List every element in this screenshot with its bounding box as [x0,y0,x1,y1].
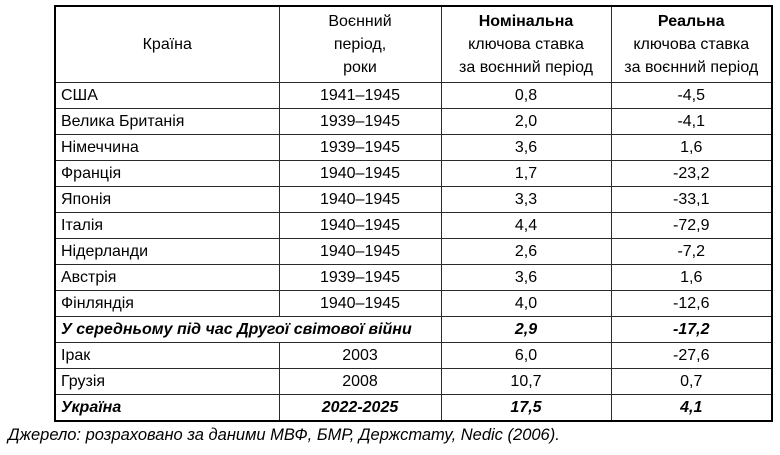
period-cell: 1941–1945 [279,83,441,109]
table-row [55,213,772,239]
col-header-real-line1: Реальна [657,13,725,30]
real-rate-cell: 0,7 [611,369,772,395]
period-cell: 2003 [279,343,441,369]
table-row [55,187,772,213]
col-header-real-rate [611,6,772,83]
table-row [55,291,772,317]
col-header-country [55,6,279,83]
country-cell: Нідерланди [55,239,279,265]
table-row [55,239,772,265]
source-note: Джерело: розраховано за даними МВФ, БМР, Держстату, Nedic (2006). [8,426,560,444]
period-cell: 2008 [279,369,441,395]
table-row [55,83,772,109]
period-cell: 2022-2025 [279,395,441,422]
col-header-period-line2: період, [333,36,387,53]
header-row [55,6,772,83]
real-rate-cell: -7,2 [611,239,772,265]
table-row [55,161,772,187]
period-cell: 1940–1945 [279,213,441,239]
country-cell: Ірак [55,343,279,369]
col-header-real-line3: за воєнний період [624,59,759,76]
col-header-nominal-rate [441,6,611,83]
table-row [55,265,772,291]
country-cell: Франція [55,161,279,187]
nominal-rate-cell: 2,0 [441,109,611,135]
real-rate-cell: -72,9 [611,213,772,239]
country-cell: Україна [55,395,279,422]
country-cell: США [55,83,279,109]
nominal-rate-cell: 3,6 [441,265,611,291]
real-rate-cell: -33,1 [611,187,772,213]
nominal-rate-cell: 17,5 [441,395,611,422]
country-cell: Грузія [55,369,279,395]
real-rate-cell: 1,6 [611,135,772,161]
nominal-rate-cell: 10,7 [441,369,611,395]
nominal-rate-cell: 6,0 [441,343,611,369]
country-cell: Японія [55,187,279,213]
period-cell: 1939–1945 [279,135,441,161]
real-rate-cell: -4,5 [611,83,772,109]
nominal-rate-cell: 0,8 [441,83,611,109]
table-row [55,395,772,422]
period-cell: 1940–1945 [279,291,441,317]
col-header-country-label: Країна [142,36,192,53]
real-rate-cell: -23,2 [611,161,772,187]
period-cell: 1939–1945 [279,265,441,291]
table-body [55,83,772,422]
period-cell: 1940–1945 [279,187,441,213]
nominal-rate-cell: 4,4 [441,213,611,239]
col-header-real-line2: ключова ставка [633,36,750,53]
country-cell: Велика Британія [55,109,279,135]
nominal-rate-cell: 3,6 [441,135,611,161]
real-rate-cell: -17,2 [611,317,772,343]
real-rate-cell: -27,6 [611,343,772,369]
table-row [55,343,772,369]
col-header-nominal-line2: ключова ставка [468,36,584,53]
country-cell: Австрія [55,265,279,291]
nominal-rate-cell: 3,3 [441,187,611,213]
period-cell: 1940–1945 [279,161,441,187]
nominal-rate-cell: 4,0 [441,291,611,317]
country-cell: У середньому під час Другої світової війни [55,317,441,343]
real-rate-cell: 4,1 [611,395,772,422]
table-header [55,6,772,83]
real-rate-cell: -12,6 [611,291,772,317]
col-header-nominal-line1: Номінальна [478,13,574,30]
nominal-rate-cell: 2,6 [441,239,611,265]
nominal-rate-cell: 1,7 [441,161,611,187]
col-header-period-line1: Воєнний [328,13,392,30]
real-rate-cell: 1,6 [611,265,772,291]
summary-row [55,317,772,343]
table-row [55,135,772,161]
nominal-rate-cell: 2,9 [441,317,611,343]
table-row [55,369,772,395]
col-header-period-line3: роки [343,59,377,76]
table-row [55,109,772,135]
country-cell: Фінляндія [55,291,279,317]
real-rate-cell: -4,1 [611,109,772,135]
period-cell: 1939–1945 [279,109,441,135]
country-cell: Німеччина [55,135,279,161]
key-rates-table [54,5,773,422]
country-cell: Італія [55,213,279,239]
period-cell: 1940–1945 [279,239,441,265]
col-header-nominal-line3: за воєнний період [459,59,593,76]
col-header-period [279,6,441,83]
